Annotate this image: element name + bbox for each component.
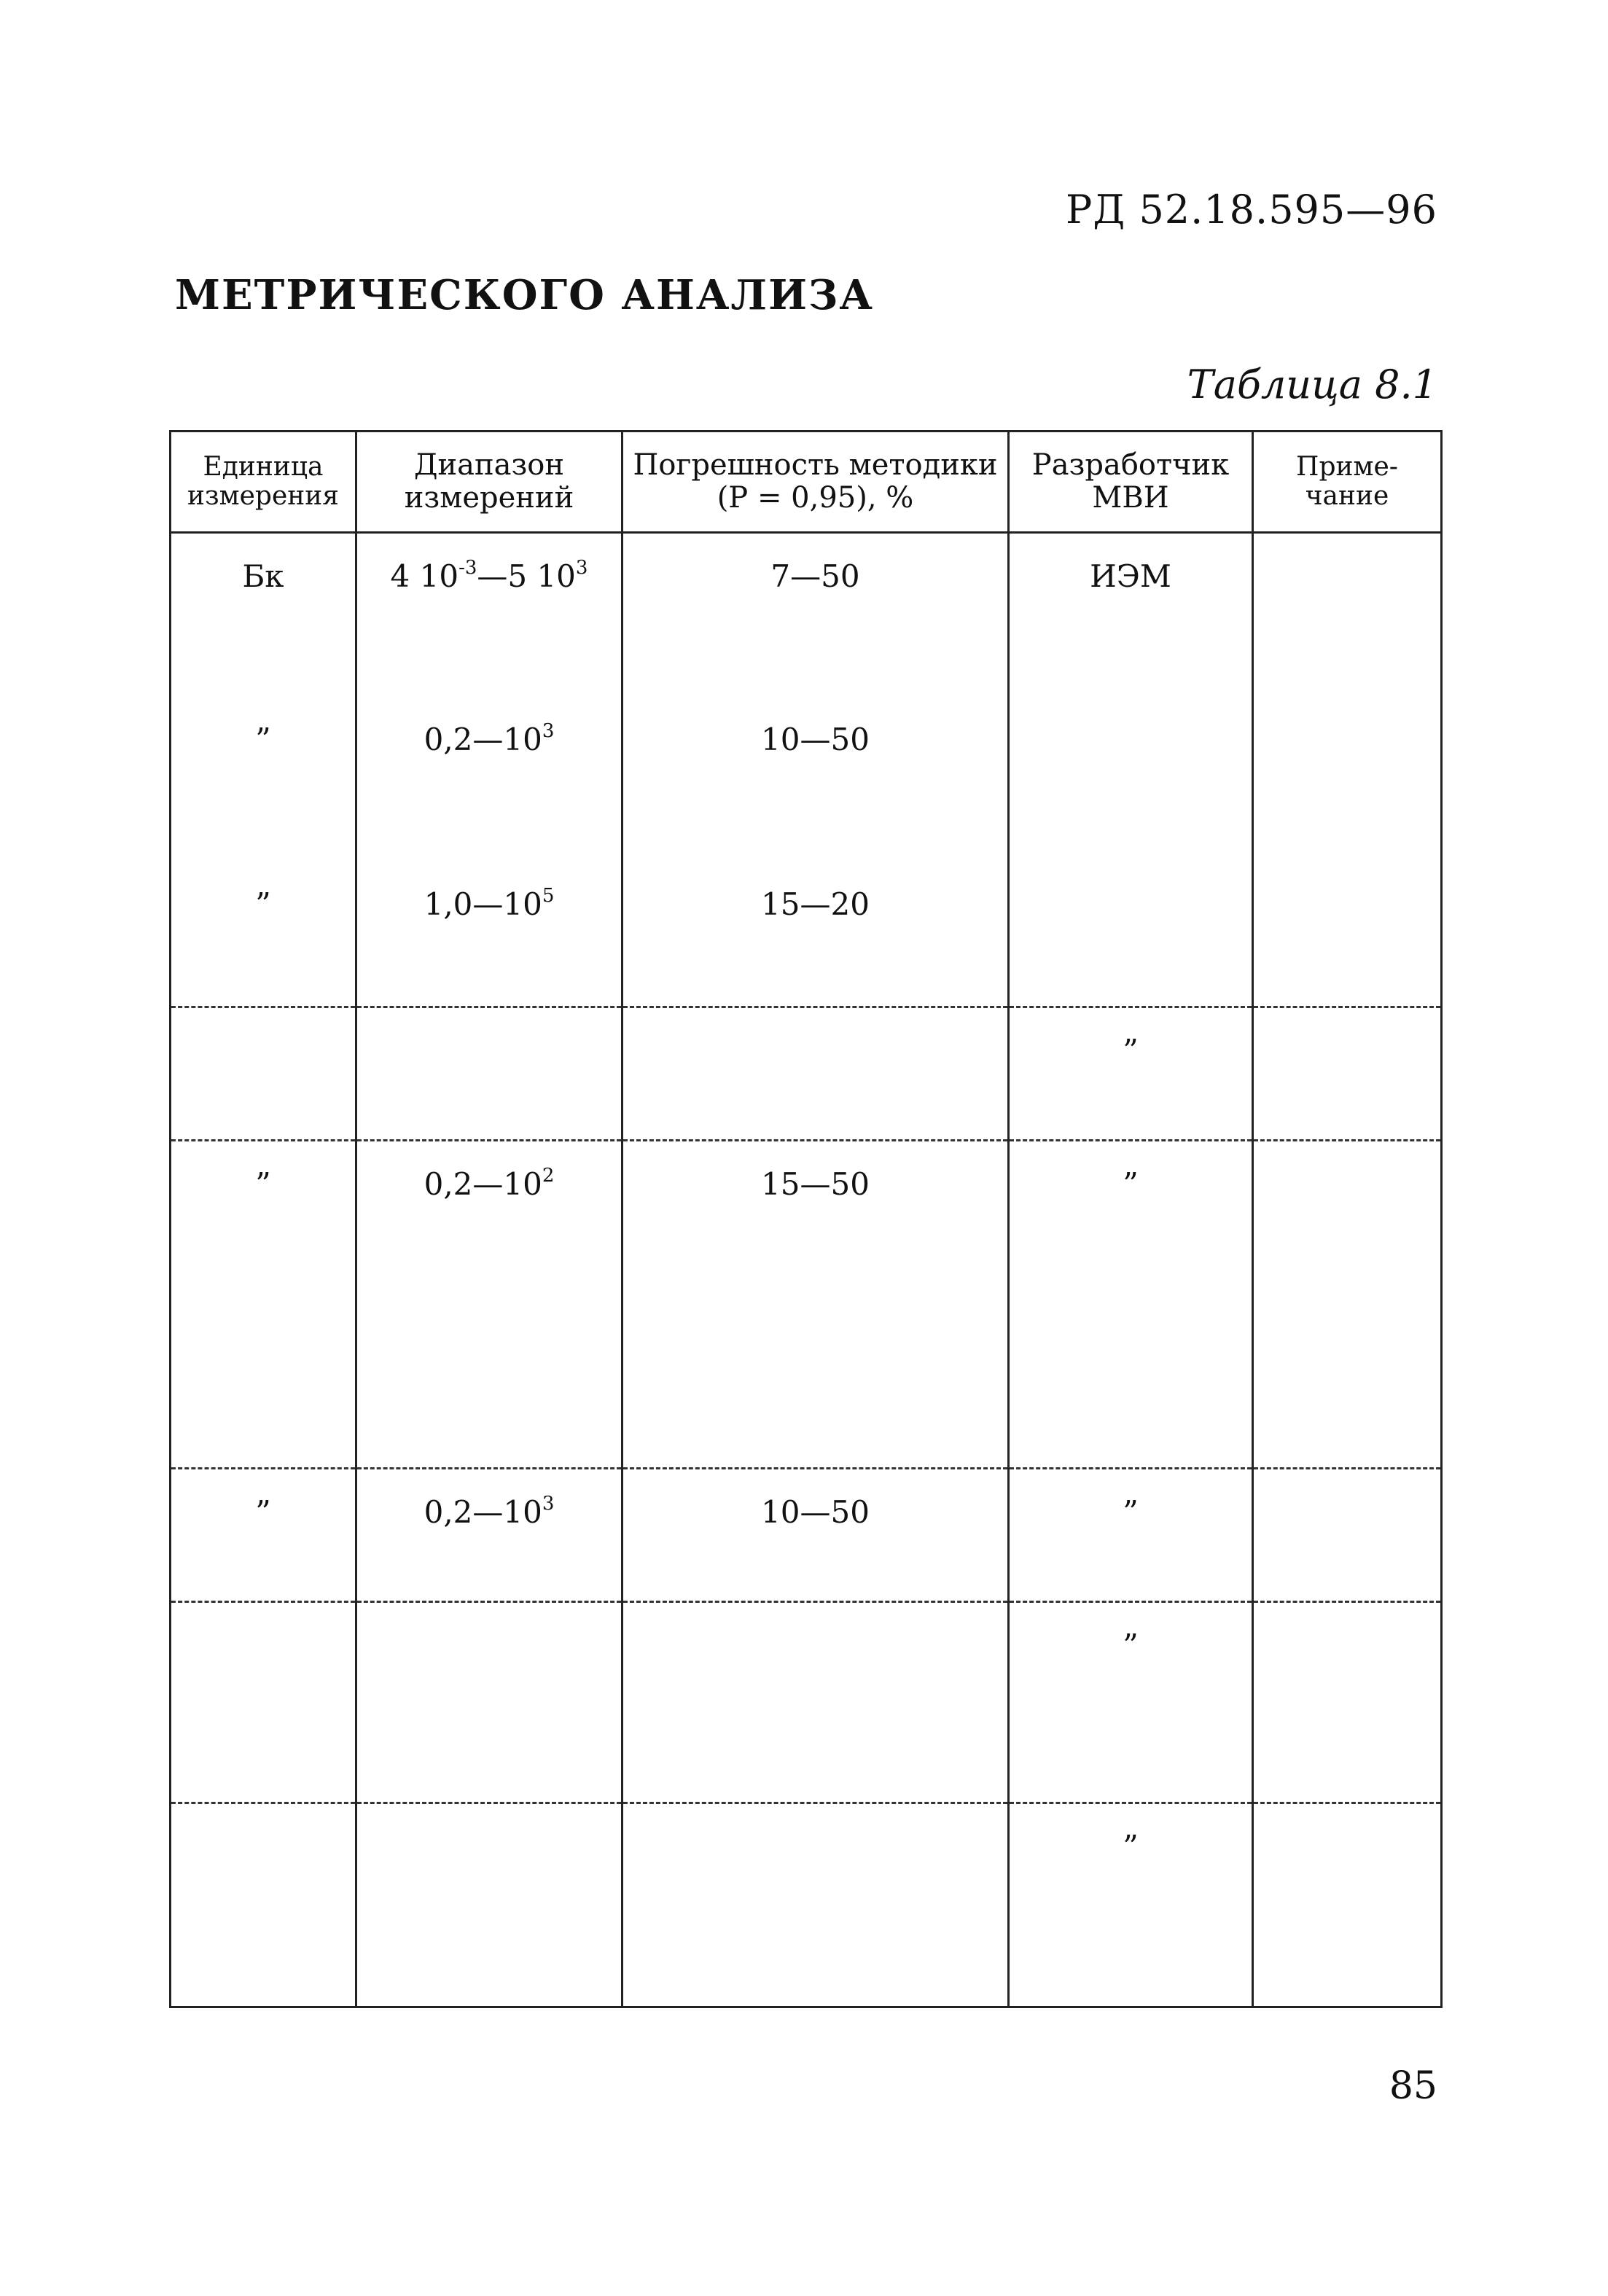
table-row (171, 533, 1442, 698)
table-row (171, 1803, 1442, 2007)
cell-error (622, 1601, 1009, 1803)
cell-unit: ” (171, 1468, 356, 1601)
cell-error: 10—50 (622, 697, 1009, 862)
cell-developer: ” (1009, 1007, 1253, 1140)
header-note (1253, 432, 1442, 533)
header-developer-line2: МВИ (1092, 481, 1169, 515)
table-label: Таблица 8.1 (1187, 362, 1437, 407)
cell-unit: ” (171, 1140, 356, 1468)
cell-range (356, 1140, 622, 1468)
header-range-line1: Диапазон (413, 448, 565, 483)
table-header-row (171, 432, 1442, 533)
cell-developer: ” (1009, 1803, 1253, 2007)
cell-note (1253, 1468, 1442, 1601)
cell-error (622, 1803, 1009, 2007)
cell-unit (171, 1601, 356, 1803)
cell-note (1253, 533, 1442, 698)
cell-unit (171, 1803, 356, 2007)
data-table (169, 430, 1443, 2008)
cell-error: 10—50 (622, 1468, 1009, 1601)
range-base: 4 10 (390, 558, 459, 594)
cell-error: 15—20 (622, 862, 1009, 1007)
page-number: 85 (1389, 2064, 1437, 2108)
range-exponent: 2 (542, 1164, 555, 1187)
header-unit-line2: измерения (187, 481, 339, 511)
range-base: 1,0—10 (424, 886, 542, 923)
header-unit (171, 432, 356, 533)
cell-note (1253, 1007, 1442, 1140)
cell-developer (1009, 697, 1253, 862)
header-note-line2: чание (1305, 481, 1389, 511)
range-mid: —5 10 (477, 558, 576, 594)
header-error-line1: Погрешность методики (633, 448, 998, 483)
range-exponent: 5 (542, 885, 555, 907)
range-base: 0,2—10 (424, 1165, 542, 1202)
cell-unit (171, 1007, 356, 1140)
range-exponent-2: 3 (575, 557, 588, 579)
header-error-line2: (Р = 0,95), % (717, 481, 914, 515)
table-row (171, 1140, 1442, 1468)
cell-unit: ” (171, 862, 356, 1007)
cell-note (1253, 1803, 1442, 2007)
section-title: МЕТРИЧЕСКОГО АНАЛИЗА (175, 271, 874, 319)
header-unit-line1: Единица (203, 451, 324, 482)
cell-range (356, 1803, 622, 2007)
table-row (171, 697, 1442, 862)
cell-note (1253, 697, 1442, 862)
header-range (356, 432, 622, 533)
header-error (622, 432, 1009, 533)
cell-error: 7—50 (622, 533, 1009, 698)
table-row (171, 1007, 1442, 1140)
cell-note (1253, 862, 1442, 1007)
cell-developer (1009, 862, 1253, 1007)
header-developer-line1: Разработчик (1031, 448, 1230, 483)
cell-range (356, 697, 622, 862)
cell-developer: ” (1009, 1468, 1253, 1601)
header-note-line1: Приме- (1296, 451, 1398, 482)
range-exponent: 3 (542, 1492, 555, 1515)
cell-developer: ” (1009, 1601, 1253, 1803)
cell-unit: Бк (171, 533, 356, 698)
cell-range (356, 1601, 622, 1803)
table-row (171, 1468, 1442, 1601)
cell-range (356, 1007, 622, 1140)
range-base: 0,2—10 (424, 1493, 542, 1530)
cell-developer: ИЭМ (1009, 533, 1253, 698)
cell-note (1253, 1140, 1442, 1468)
cell-range (356, 1468, 622, 1601)
table-row (171, 1601, 1442, 1803)
cell-error: 15—50 (622, 1140, 1009, 1468)
cell-note (1253, 1601, 1442, 1803)
cell-range (356, 862, 622, 1007)
cell-range (356, 533, 622, 698)
range-exponent: 3 (542, 720, 555, 743)
header-developer (1009, 432, 1253, 533)
range-base: 0,2—10 (424, 722, 542, 758)
range-exponent: -3 (458, 557, 477, 579)
table-row (171, 862, 1442, 1007)
cell-error (622, 1007, 1009, 1140)
header-range-line2: измерений (404, 481, 574, 515)
cell-unit: ” (171, 697, 356, 862)
document-code: РД 52.18.595—96 (1066, 187, 1437, 233)
cell-developer: ” (1009, 1140, 1253, 1468)
